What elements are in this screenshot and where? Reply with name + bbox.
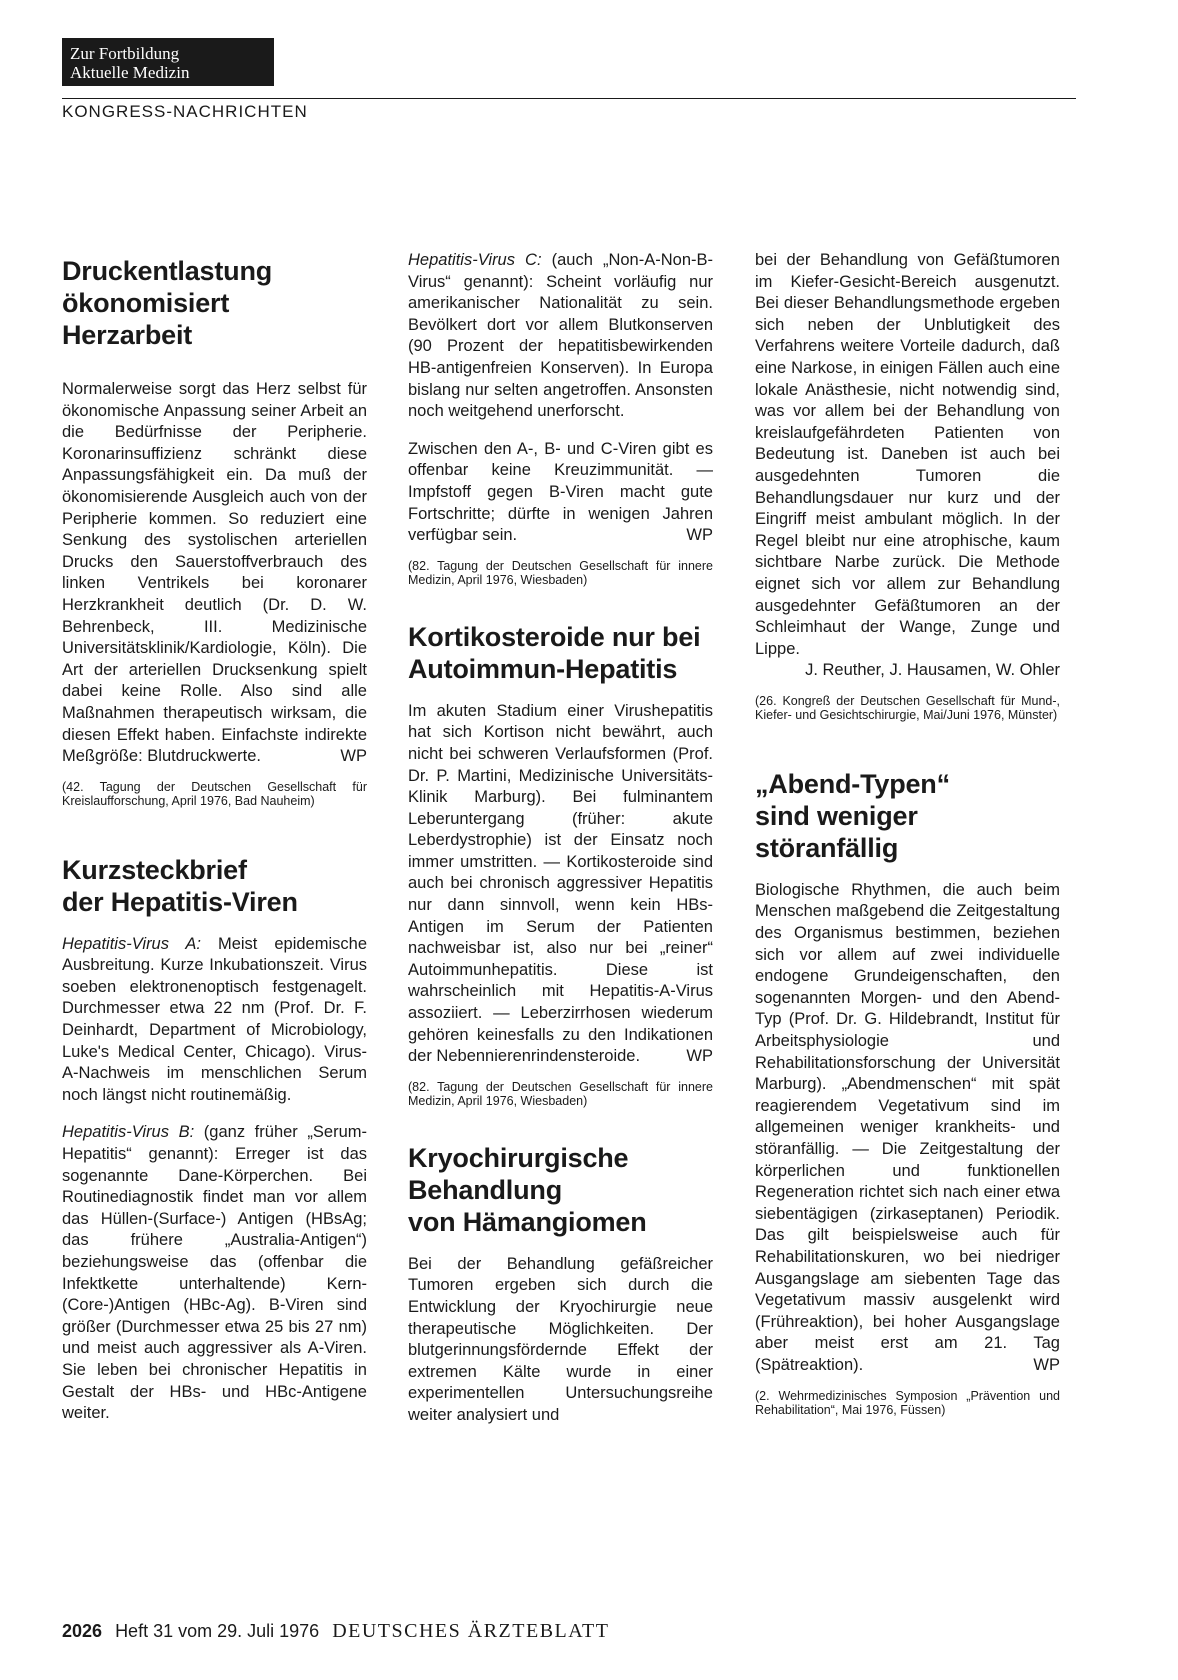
- article-2-title: Kurzsteckbrief der Hepatitis-Viren: [62, 854, 298, 917]
- article-3-sign: WP: [686, 1047, 713, 1066]
- column-2: [408, 250, 713, 1427]
- article-3-title: Kortikosteroide nur bei Autoimmun-Hepatitis: [408, 621, 701, 684]
- article-4-body-part-1: Bei der Behandlung gefäßreicher Tumoren ergeben sich durch die Entwicklung der Kryochirurgie neue therapeutische Möglichkeiten. Der blutgerinnungsfördernde Effekt der extremen Kälte wurde in einer experimentellen Untersuchungsreihe weiter analysiert und: [408, 1254, 713, 1424]
- column-1: [62, 255, 367, 1425]
- article-5-body: Biologische Rhythmen, die auch beim Menschen maßgebend die Zeitgestaltung des Organismus bestimmen, beziehen sich vor allem auf zwei individuelle endogene Grundeigenschaften, den sogenannten Morgen- und den Abend-Typ (Prof. Dr. G. Hildebrandt, Institut für Arbeitsphysiologie und Rehabilitationsforschung der Universität Marburg). „Abendmenschen“ mit spät reagierendem Vegetativum sind im allgemeinen weniger krankheits- und störanfällig. — Die Zeitgestaltung der körperlichen und funktionellen Regeneration richtet sich nach einer etwa siebentägigen (zirkaseptanen) Periodik. Das gilt beispielsweise auch für Rehabilitationskuren, wo bei niedriger Ausgangslage am siebenten Tage das Vegetativum massiv ausgelenkt wird (Frühreaktion), bei hoher Ausgangslage aber meist erst am 21. Tag (Spätreaktion). WP: [755, 880, 1060, 1377]
- badge-line-2: Aktuelle Medizin: [70, 63, 190, 82]
- section-title: KONGRESS-NACHRICHTEN: [62, 102, 308, 121]
- article-1-sign: WP: [340, 747, 367, 766]
- article-3-body: Im akuten Stadium einer Virushepatitis hat sich Kortison nicht bewährt, auch nicht bei schweren Verlaufsformen (Prof. Dr. P. Martini, Medizinische Universitäts-Klinik Marburg). Bei fulminantem Leberuntergang (früher: akute Leberdystrophie) ist der Einsatz noch immer umstritten. — Kortikosteroide sind auch bei chronisch aggressiver Hepatitis nur dann sinnvoll, wenn kein HBs-Antigen im Serum der Patienten nachweisbar ist, also nur bei „reiner“ Autoimmunhepatitis. Diese ist wahrscheinlich mit Hepatitis-A-Virus assoziiert. — Leberzirrhosen wiederum gehören keinesfalls zu den Indikationen der Nebennierenrindensteroide. WP: [408, 701, 713, 1068]
- article-2-sign: WP: [686, 526, 713, 545]
- article-5-sign: WP: [1033, 1355, 1060, 1374]
- article-1-title: Druckentlastung ökonomisiert Herzarbeit: [62, 256, 273, 350]
- article-2-para-1: Hepatitis-Virus A: Meist epidemische Ausbreitung. Kurze Inkubationszeit. Virus soeben elektronenoptisch festgenagelt. Durchmesser etwa 22 nm (Prof. Dr. F. Deinhardt, Department of Microbiology, Luke's Medical Center, Chicago). Virus-A-Nachweis im menschlichen Serum noch längst nicht routinemäßig.: [62, 934, 367, 1104]
- article-2-para-3: Hepatitis-Virus C: (auch „Non-A-Non-B-Virus“ genannt): Scheint vorläufig nur amerikanischer Nationalität zu sein. Bevölkert dort vor allem Blutkonserven (90 Prozent der hepatitisbewirkenden HB-antigenfreien Konserven). In Europa bislang nur selten angetroffen. Ansonsten noch weitgehend unerforscht.: [408, 251, 713, 421]
- article-4-body-part-2: bei der Behandlung von Gefäßtumoren im Kiefer-Gesicht-Bereich ausgenutzt. Bei dieser Behandlungsmethode ergeben sich neben der Unblutigkeit des Verfahrens weitere Vorteile dadurch, daß eine Narkose, in einigen Fällen auch eine lokale Anästhesie, nicht notwendig sind, was vor allem bei der Behandlung von kreislaufgefährdeten Patienten von Bedeutung ist. Daneben ist auch bei ausgedehnten Tumoren die Behandlungsdauer nur kurz und der Eingriff meist ambulant möglich. In der Regel bleibt nur eine atrophische, kaum sichtbare Narbe zurück. Die Methode eignet sich vor allem zur Behandlung ausgedehnter Gefäßtumoren an der Schleimhaut der Wange, Zunge und Lippe.: [755, 251, 1060, 658]
- article-3-source: (82. Tagung der Deutschen Gesellschaft für innere Medizin, April 1976, Wiesbaden): [408, 1079, 713, 1108]
- article-2-para-4: Zwischen den A-, B- und C-Viren gibt es offenbar keine Kreuzimmunität. — Impfstoff gegen B-Viren macht gute Fortschritte; dürfte in wenigen Jahren verfügbar sein. WP: [408, 439, 713, 547]
- article-2-source: (82. Tagung der Deutschen Gesellschaft für innere Medizin, April 1976, Wiesbaden): [408, 558, 713, 587]
- article-2-para-2: Hepatitis-Virus B: (ganz früher „Serum-Hepatitis“ genannt): Erreger ist das sogenannte Dane-Körperchen. Bei Routinediagnostik findet man vor allem das Hüllen-(Surface-) Antigen (HBsAg; das frühere „Australia-Antigen“) beziehungsweise das (offenbar die Infektkette unterhaltende) Kern-(Core-)Antigen (HBc-Ag). B-Viren sind größer (Durchmesser etwa 25 bis 27 nm) und meist auch aggressiver als A-Viren. Sie leben bei chronischer Hepatitis in Gestalt der HBs- und HBc-Antigene weiter.: [62, 1123, 367, 1423]
- column-3: [755, 250, 1060, 1417]
- header-rule: [62, 98, 1076, 99]
- article-4-authors: J. Reuther, J. Hausamen, W. Ohler: [805, 661, 1060, 680]
- article-4-source: (26. Kongreß der Deutschen Gesellschaft für Mund-, Kiefer- und Gesichtschirurgie, Mai/Juni 1976, Münster): [755, 693, 1060, 722]
- issue-info: Heft 31 vom 29. Juli 1976: [115, 1621, 320, 1641]
- section-badge: [62, 38, 274, 86]
- article-1-source: (42. Tagung der Deutschen Gesellschaft für Kreislaufforschung, April 1976, Bad Nauheim): [62, 779, 367, 808]
- page-footer: [62, 1620, 609, 1643]
- magazine-name: DEUTSCHES ÄRZTEBLATT: [332, 1620, 610, 1642]
- article-1-body: Normalerweise sorgt das Herz selbst für ökonomische Anpassung seiner Arbeit an die Bedürfnisse der Peripherie. Koronarinsuffizienz schränkt diese Anpassungsfähigkeit ein. Da muß der ökonomisierende Ausgleich auch von der Peripherie kommen. So reduziert eine Senkung des systolischen arteriellen Drucks den Sauerstoffverbrauch des linken Ventrikels bei koronarer Herzkrankheit deutlich (Dr. D. W. Behrenbeck, III. Medizinische Universitätsklinik/Kardiologie, Köln). Die Art der arteriellen Drucksenkung spielt dabei keine Rolle. Also sind alle Maßnahmen therapeutisch wirksam, die diesen Effekt haben. Einfachste indirekte Meßgröße: Blutdruckwerte. WP: [62, 379, 367, 768]
- page-number: 2026: [62, 1621, 103, 1641]
- article-5-source: (2. Wehrmedizinisches Symposion „Prävention und Rehabilitation“, Mai 1976, Füssen): [755, 1388, 1060, 1417]
- article-4-title: Kryochirurgische Behandlung von Hämangiomen: [408, 1142, 647, 1237]
- article-5-title: „Abend-Typen“ sind weniger störanfällig: [755, 768, 950, 863]
- badge-line-1: Zur Fortbildung: [70, 44, 180, 63]
